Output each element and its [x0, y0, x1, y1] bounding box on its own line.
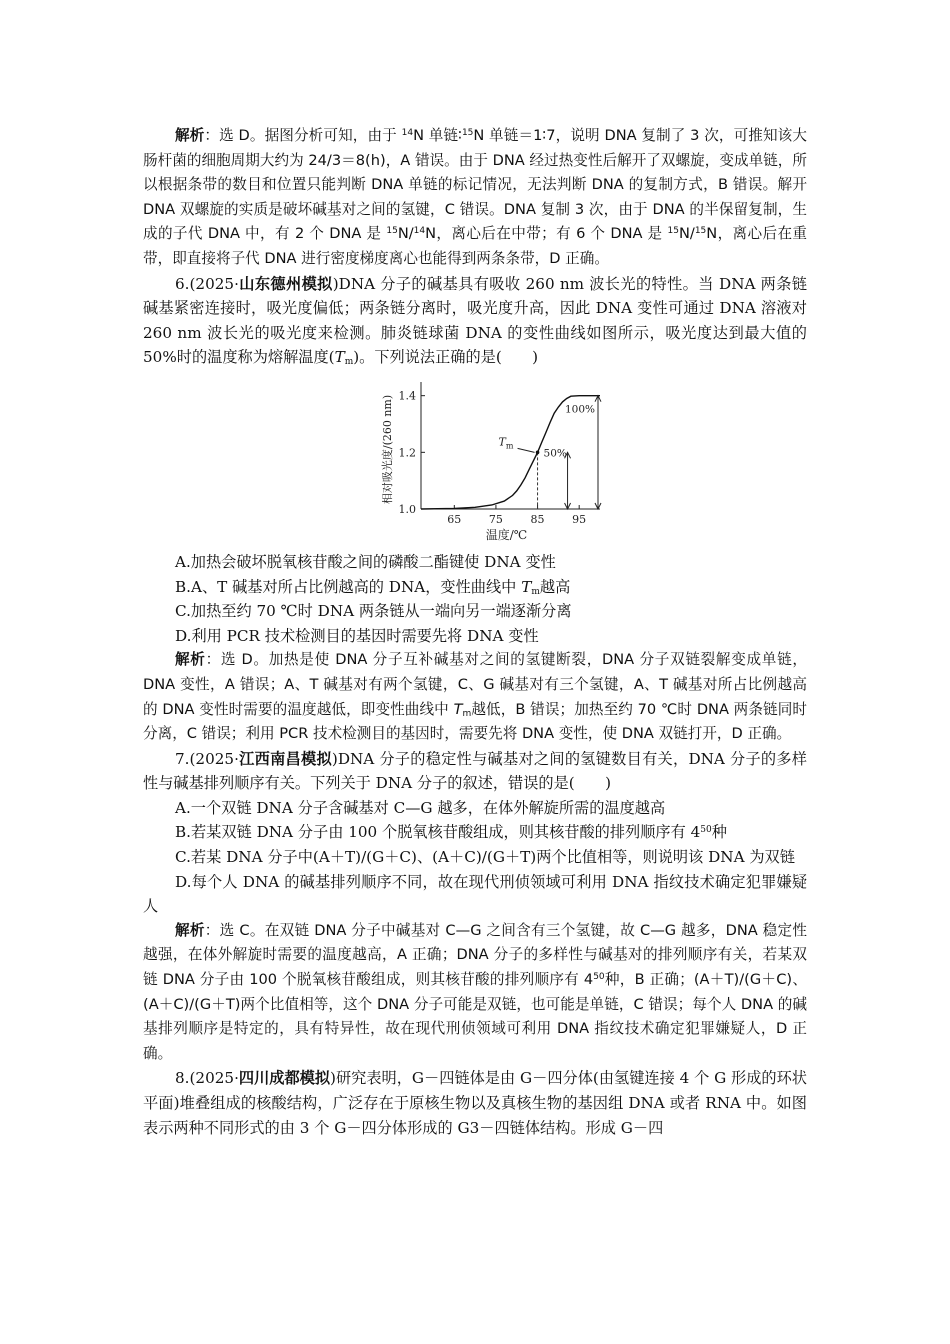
tm-point: [536, 450, 540, 454]
y-axis-label: 相对吸光度/(260 nm): [381, 394, 394, 505]
x-tick-label: 65: [447, 512, 462, 526]
y-tick-label: 1.2: [398, 446, 416, 460]
question-6-stem: 6.(2025·山东德州模拟)DNA 分子的碱基具有吸收 260 nm 波长光的特性。当 DNA 两条链碱基紧密连接时，吸光度偏低；两条链分离时，吸光度升高，因此 DNA 变性可通过 DNA 溶液对 260 nm 波长光的吸光度来检测。肺炎链球菌 DNA 的变性曲线如图所示，吸光度达到最大值的 50%时的温度称为熔解温度$(T_m)$。下列说法正确的是( ): [143, 274, 807, 368]
option-7d: D.每个人 DNA 的碱基排列顺序不同，故在现代刑侦领域可利用 DNA 指纹技术确定犯罪嫌疑人: [143, 872, 807, 916]
question-source: 山东德州模拟: [238, 274, 333, 293]
analysis-paragraph-q6: 解析：选 D。加热是使 DNA 分子互补碱基对之间的氢键断裂，DNA 分子双链裂解变成单链，DNA 变性，A 错误；A、T 碱基对有两个氢键，C、G 碱基对有三个氢键，A、T 碱基对所占比例越高的 DNA 变性时需要的温度越低，即变性曲线中 $T_m$越低，B 错误；加热至约 70 ℃时 DNA 两条链同时分离，C 错误；利用 PCR 技术检测目的基因时，需要先将 DNA 变性，使 DNA 双链打开，D 正确。: [143, 651, 807, 743]
question-source: 江西南昌模拟: [238, 749, 332, 768]
pct-100-label: 100%: [564, 403, 595, 416]
x-tick-label: 85: [530, 512, 545, 526]
question-source: 四川成都模拟: [238, 1069, 331, 1088]
pct-50-label: 50%: [543, 447, 567, 460]
x-axis-label: 温度/℃: [485, 527, 528, 542]
analysis-paragraph-q7: 解析：选 C。在双链 DNA 分子中碱基对 C—G 之间含有三个氢键，故 C—G 越多，DNA 稳定性越强，在体外解旋时需要的温度越高，A 正确；DNA 分子的多样性与碱基对的排列顺序有关，若某双链 DNA 分子由 100 个脱氧核苷酸组成，则其核苷酸的排列顺序有 $4^{50}$种，B 正确；(A＋T)/(G＋C)、(A＋C)/(G＋T)两个比值相等，这个 DNA 分子可能是双链，也可能是单链，C 错误；每个人 DNA 的碱基排列顺序是特定的，具有特异性，故在现代刑侦领域可利用 DNA 指纹技术确定犯罪嫌疑人，D 正确。: [143, 921, 807, 1062]
question-7-stem: 7.(2025·江西南昌模拟)DNA 分子的稳定性与碱基对之间的氢键数目有关，DNA 分子的多样性与碱基排列顺序有关。下列关于 DNA 分子的叙述，错误的是( ): [143, 749, 807, 793]
analysis-label: 解析: [175, 127, 205, 144]
analysis-label: 解析: [175, 651, 206, 669]
option-6d: D.利用 PCR 技术检测目的基因时需要先将 DNA 变性: [175, 626, 539, 645]
option-7b: B.若某双链 DNA 分子由 100 个脱氧核苷酸组成，则其核苷酸的排列顺序有 $4^{50}$种: [175, 823, 727, 842]
option-6b: B.A、T 碱基对所占比例越高的 DNA，变性曲线中 $T_m$越高: [175, 577, 571, 597]
y-tick-label: 1.0: [398, 502, 416, 516]
tm-arrow: [518, 448, 535, 452]
question-8-stem: 8.(2025·四川成都模拟)研究表明，G－四链体是由 G－四分体(由氢键连接 4 个 G 形成的环状平面)堆叠组成的核酸结构，广泛存在于原核生物以及真核生物的基因组 DNA 或者 RNA 中。如图表示两种不同形式的由 3 个 G－四分体形成的 G3－四链体结构。形成 G－四: [143, 1069, 807, 1137]
option-6a: A.加热会破坏脱氧核苷酸之间的磷酸二酯键使 DNA 变性: [175, 552, 556, 571]
tm-label: $T_m$: [498, 435, 514, 451]
option-6c: C.加热至约 70 ℃时 DNA 两条链从一端向另一端逐渐分离: [175, 602, 572, 621]
denaturation-chart-figure: [143, 376, 807, 544]
document-page: [143, 124, 807, 1140]
y-tick-label: 1.4: [398, 389, 416, 403]
option-7a: A.一个双链 DNA 分子含碱基对 C—G 越多，在体外解旋所需的温度越高: [175, 798, 666, 817]
analysis-paragraph-q5: 解析：选 D。据图分析可知，由于 $^{14}$N 单链∶$^{15}$N 单链＝1∶7，说明 DNA 复制了 3 次，可推知该大肠杆菌的细胞周期大约为 24/3＝8(h)，A 错误。由于 DNA 经过热变性后解开了双螺旋，变成单链，所以根据条带的数目和位置只能判断 DNA 单链的标记情况，无法判断 DNA 的复制方式，B 错误。解开 DNA 双螺旋的实质是破坏碱基对之间的氢键，C 错误。DNA 复制 3 次，由于 DNA 的半保留复制，生成的子代 DNA 中，有 2 个 DNA 是 $^{15}$N/$^{14}$N，离心后在中带；有 6 个 DNA 是 $^{15}$N/$^{15}$N，离心后在重带，即直接将子代 DNA 进行密度梯度离心也能得到两条条带，D 正确。: [143, 127, 807, 267]
denaturation-chart: [375, 376, 755, 544]
option-7c: C.若某 DNA 分子中(A＋T)/(G＋C)、(A＋C)/(G＋T)两个比值相等，则说明该 DNA 为双链: [175, 848, 795, 867]
x-tick-label: 75: [488, 512, 503, 526]
x-tick-label: 95: [572, 512, 587, 526]
analysis-label: 解析: [175, 921, 205, 939]
